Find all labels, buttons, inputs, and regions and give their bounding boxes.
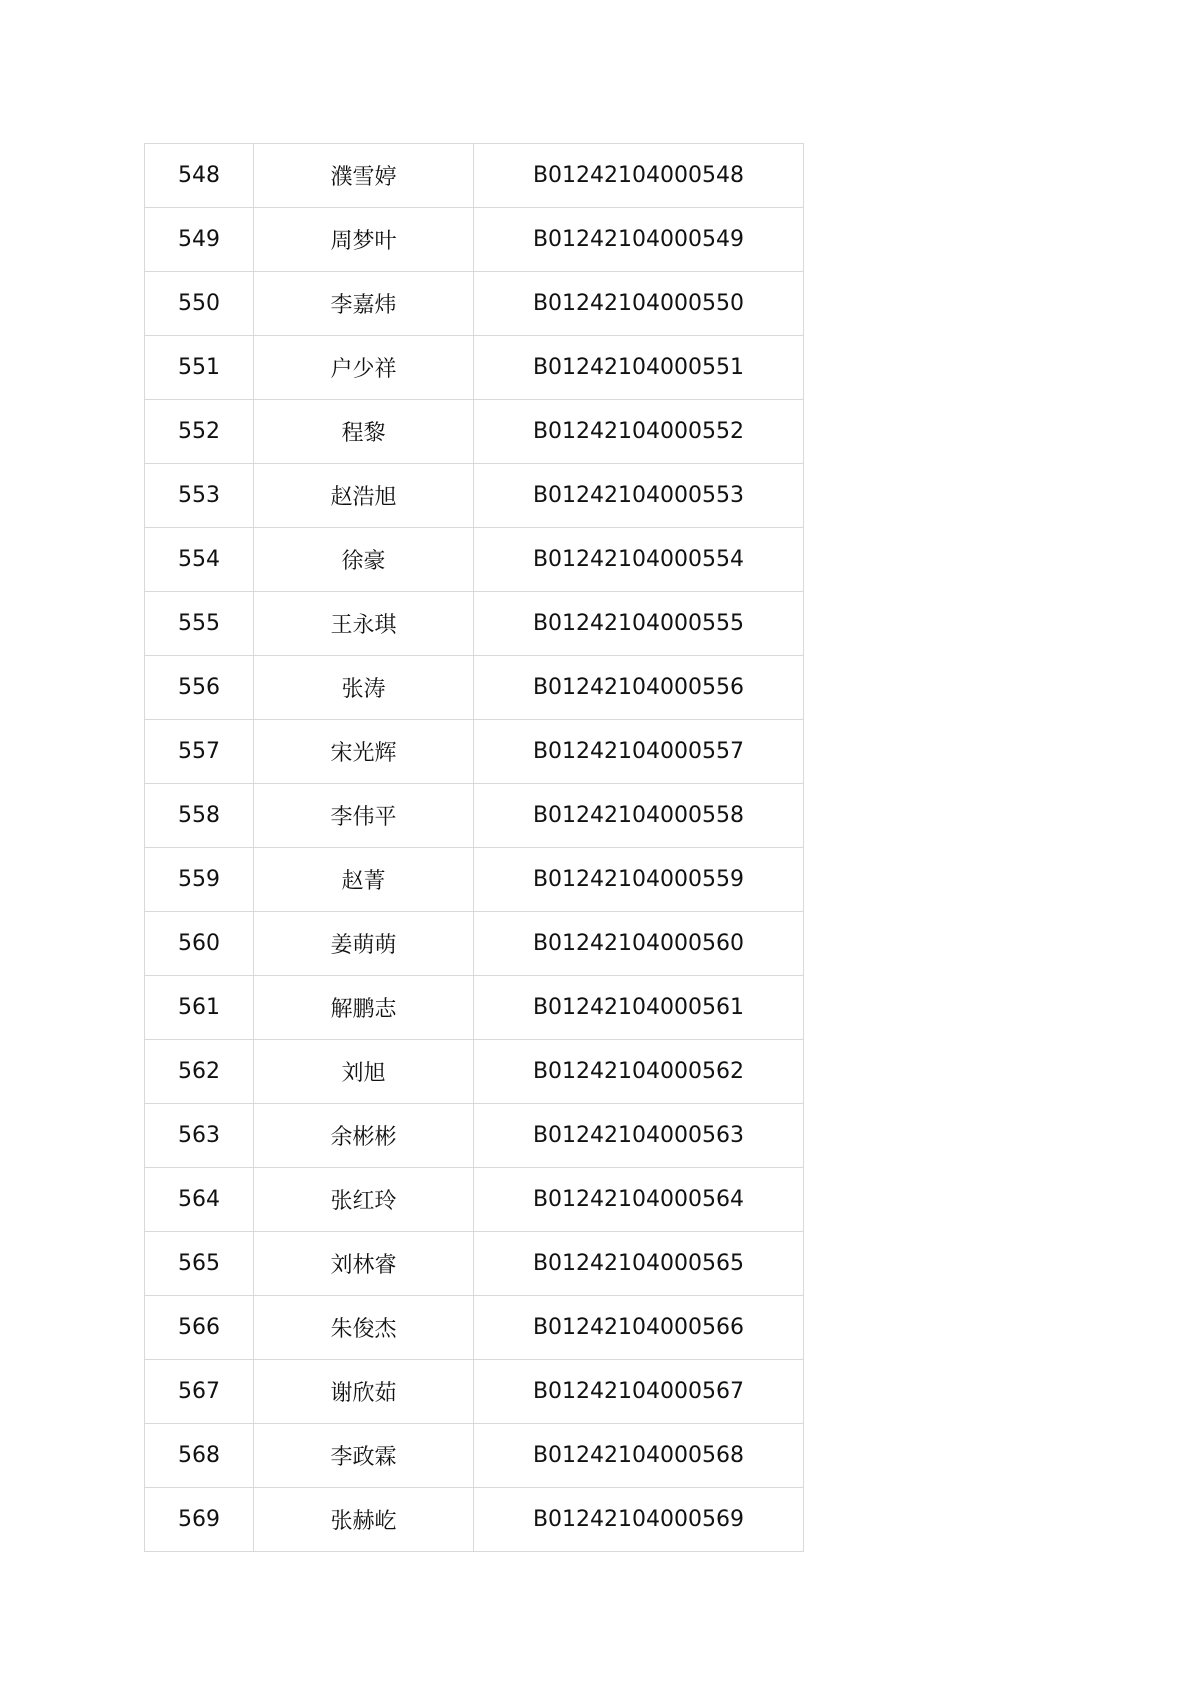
name-cell: 张红玲	[254, 1168, 474, 1232]
roster-table-body	[145, 144, 804, 1552]
row-number-cell: 565	[145, 1232, 254, 1296]
id-number-cell: B01242104000558	[474, 784, 804, 848]
row-number-cell: 562	[145, 1040, 254, 1104]
table-row	[145, 1104, 804, 1168]
id-number-cell: B01242104000560	[474, 912, 804, 976]
row-number-cell: 550	[145, 272, 254, 336]
row-number-cell: 559	[145, 848, 254, 912]
row-number-cell: 564	[145, 1168, 254, 1232]
table-row	[145, 1488, 804, 1552]
id-number-cell: B01242104000559	[474, 848, 804, 912]
id-number-cell: B01242104000565	[474, 1232, 804, 1296]
name-cell: 李伟平	[254, 784, 474, 848]
id-number-cell: B01242104000567	[474, 1360, 804, 1424]
id-number-cell: B01242104000562	[474, 1040, 804, 1104]
row-number-cell: 560	[145, 912, 254, 976]
row-number-cell: 569	[145, 1488, 254, 1552]
table-row	[145, 976, 804, 1040]
row-number-cell: 549	[145, 208, 254, 272]
document-table-container	[144, 143, 804, 1552]
row-number-cell: 568	[145, 1424, 254, 1488]
name-cell: 余彬彬	[254, 1104, 474, 1168]
table-row	[145, 1360, 804, 1424]
table-row	[145, 592, 804, 656]
row-number-cell: 555	[145, 592, 254, 656]
name-cell: 周梦叶	[254, 208, 474, 272]
id-number-cell: B01242104000555	[474, 592, 804, 656]
id-number-cell: B01242104000564	[474, 1168, 804, 1232]
table-row	[145, 656, 804, 720]
id-number-cell: B01242104000561	[474, 976, 804, 1040]
id-number-cell: B01242104000548	[474, 144, 804, 208]
roster-table	[144, 143, 804, 1552]
row-number-cell: 561	[145, 976, 254, 1040]
table-row	[145, 1424, 804, 1488]
row-number-cell: 554	[145, 528, 254, 592]
id-number-cell: B01242104000551	[474, 336, 804, 400]
table-row	[145, 528, 804, 592]
name-cell: 王永琪	[254, 592, 474, 656]
name-cell: 户少祥	[254, 336, 474, 400]
row-number-cell: 553	[145, 464, 254, 528]
id-number-cell: B01242104000554	[474, 528, 804, 592]
table-row	[145, 784, 804, 848]
id-number-cell: B01242104000550	[474, 272, 804, 336]
table-row	[145, 720, 804, 784]
row-number-cell: 552	[145, 400, 254, 464]
table-row	[145, 912, 804, 976]
name-cell: 谢欣茹	[254, 1360, 474, 1424]
row-number-cell: 556	[145, 656, 254, 720]
name-cell: 程黎	[254, 400, 474, 464]
name-cell: 李政霖	[254, 1424, 474, 1488]
table-row	[145, 464, 804, 528]
table-row	[145, 1168, 804, 1232]
table-row	[145, 400, 804, 464]
table-row	[145, 208, 804, 272]
table-row	[145, 144, 804, 208]
name-cell: 张涛	[254, 656, 474, 720]
table-row	[145, 336, 804, 400]
id-number-cell: B01242104000566	[474, 1296, 804, 1360]
name-cell: 朱俊杰	[254, 1296, 474, 1360]
table-row	[145, 1232, 804, 1296]
table-row	[145, 1040, 804, 1104]
id-number-cell: B01242104000556	[474, 656, 804, 720]
row-number-cell: 548	[145, 144, 254, 208]
name-cell: 刘林睿	[254, 1232, 474, 1296]
id-number-cell: B01242104000549	[474, 208, 804, 272]
name-cell: 姜萌萌	[254, 912, 474, 976]
name-cell: 宋光辉	[254, 720, 474, 784]
id-number-cell: B01242104000563	[474, 1104, 804, 1168]
row-number-cell: 567	[145, 1360, 254, 1424]
id-number-cell: B01242104000552	[474, 400, 804, 464]
row-number-cell: 557	[145, 720, 254, 784]
table-row	[145, 1296, 804, 1360]
id-number-cell: B01242104000557	[474, 720, 804, 784]
name-cell: 解鹏志	[254, 976, 474, 1040]
name-cell: 赵浩旭	[254, 464, 474, 528]
id-number-cell: B01242104000568	[474, 1424, 804, 1488]
table-row	[145, 848, 804, 912]
row-number-cell: 551	[145, 336, 254, 400]
name-cell: 赵菁	[254, 848, 474, 912]
id-number-cell: B01242104000553	[474, 464, 804, 528]
name-cell: 刘旭	[254, 1040, 474, 1104]
name-cell: 徐豪	[254, 528, 474, 592]
name-cell: 李嘉炜	[254, 272, 474, 336]
table-row	[145, 272, 804, 336]
row-number-cell: 566	[145, 1296, 254, 1360]
name-cell: 张赫屹	[254, 1488, 474, 1552]
id-number-cell: B01242104000569	[474, 1488, 804, 1552]
row-number-cell: 563	[145, 1104, 254, 1168]
row-number-cell: 558	[145, 784, 254, 848]
name-cell: 濮雪婷	[254, 144, 474, 208]
